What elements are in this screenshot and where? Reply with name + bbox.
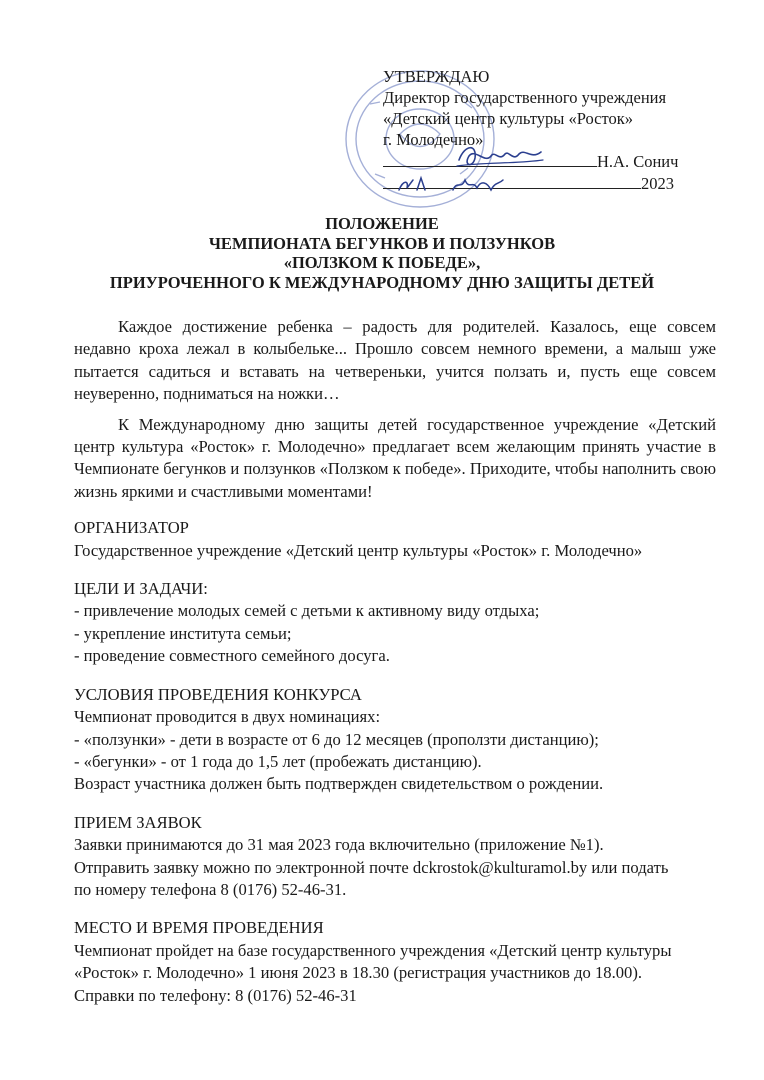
goals-section: [74, 578, 716, 668]
organizer-heading: ОРГАНИЗАТОР: [74, 518, 189, 538]
document-title: [0, 214, 764, 292]
venue-heading: МЕСТО И ВРЕМЯ ПРОВЕДЕНИЯ: [74, 918, 324, 938]
approval-city: г. Молодечно»: [383, 130, 484, 149]
handwritten-signature-icon: [455, 138, 545, 174]
venue-line: «Росток» г. Молодечно» 1 июня 2023 в 18.30 (регистрация участников до 18.00).: [74, 963, 643, 983]
intro-paragraph-1: Каждое достижение ребенка – радость для родителей. Казалось, еще совсем недавно кроха лежал в колыбельке... Прошло совсем немного времени, а малыш уже пытается садиться и вставать на четвереньки, учится ползать и, пусть еще совсем неуверенно, подниматься на ножки…: [74, 317, 716, 404]
applications-line: Отправить заявку можно по электронной почте dckrostok@kulturamol.by или подать: [74, 857, 669, 877]
goals-item: - укрепление института семьи;: [74, 623, 292, 643]
conditions-line: - «ползунки» - дети в возрасте от 6 до 12 месяцев (проползти дистанцию);: [74, 729, 599, 749]
document-body: [74, 316, 716, 1007]
approval-signer: Н.А. Сонич: [597, 152, 679, 171]
title-line-1: ПОЛОЖЕНИЕ: [325, 214, 439, 233]
conditions-line: Возраст участника должен быть подтвержден свидетельством о рождении.: [74, 774, 604, 794]
approval-position: Директор государственного учреждения: [383, 88, 667, 107]
conditions-line: Чемпионат проводится в двух номинациях:: [74, 707, 381, 727]
applications-line: Заявки принимаются до 31 мая 2023 года включительно (приложение №1).: [74, 835, 604, 855]
applications-heading: ПРИЕМ ЗАЯВОК: [74, 812, 202, 832]
approval-signature-row: [383, 150, 713, 172]
venue-section: [74, 917, 716, 1007]
approval-heading: УТВЕРЖДАЮ: [383, 67, 490, 86]
venue-line: Чемпионат пройдет на базе государственного учреждения «Детский центр культуры: [74, 940, 672, 960]
title-line-3: «ПОЛЗКОМ К ПОБЕДЕ»,: [283, 253, 481, 272]
conditions-heading: УСЛОВИЯ ПРОВЕДЕНИЯ КОНКУРСА: [74, 684, 362, 704]
approval-year: 2023: [641, 174, 674, 193]
conditions-line: - «бегунки» - от 1 года до 1,5 лет (пробежать дистанцию).: [74, 751, 482, 771]
organizer-section: [74, 517, 716, 562]
goals-heading: ЦЕЛИ И ЗАДАЧИ:: [74, 579, 208, 599]
title-line-4: ПРИУРОЧЕННОГО К МЕЖДУНАРОДНОМУ ДНЮ ЗАЩИТЫ ДЕТЕЙ: [109, 272, 655, 292]
goals-item: - проведение совместного семейного досуга.: [74, 646, 390, 666]
intro-paragraph-2: К Международному дню защиты детей государственное учреждение «Детский центр культура «Росток» г. Молодечно» предлагает всем желающим принять участие в Чемпионате бегунков и ползунков «Ползком к победе». Приходите, чтобы наполнить свою жизнь яркими и счастливыми моментами!: [74, 414, 716, 501]
conditions-section: [74, 684, 716, 796]
venue-line: Справки по телефону: 8 (0176) 52-46-31: [74, 985, 357, 1005]
approval-organization: «Детский центр культуры «Росток»: [383, 109, 633, 128]
handwritten-date-icon: [395, 172, 505, 198]
organizer-text: Государственное учреждение «Детский центр культуры «Росток» г. Молодечно»: [74, 540, 643, 560]
goals-item: - привлечение молодых семей с детьми к активному виду отдыха;: [74, 601, 540, 621]
title-line-2: ЧЕМПИОНАТА БЕГУНКОВ И ПОЛЗУНКОВ: [208, 233, 556, 253]
applications-line: по номеру телефона 8 (0176) 52-46-31.: [74, 879, 347, 899]
applications-section: [74, 812, 716, 902]
